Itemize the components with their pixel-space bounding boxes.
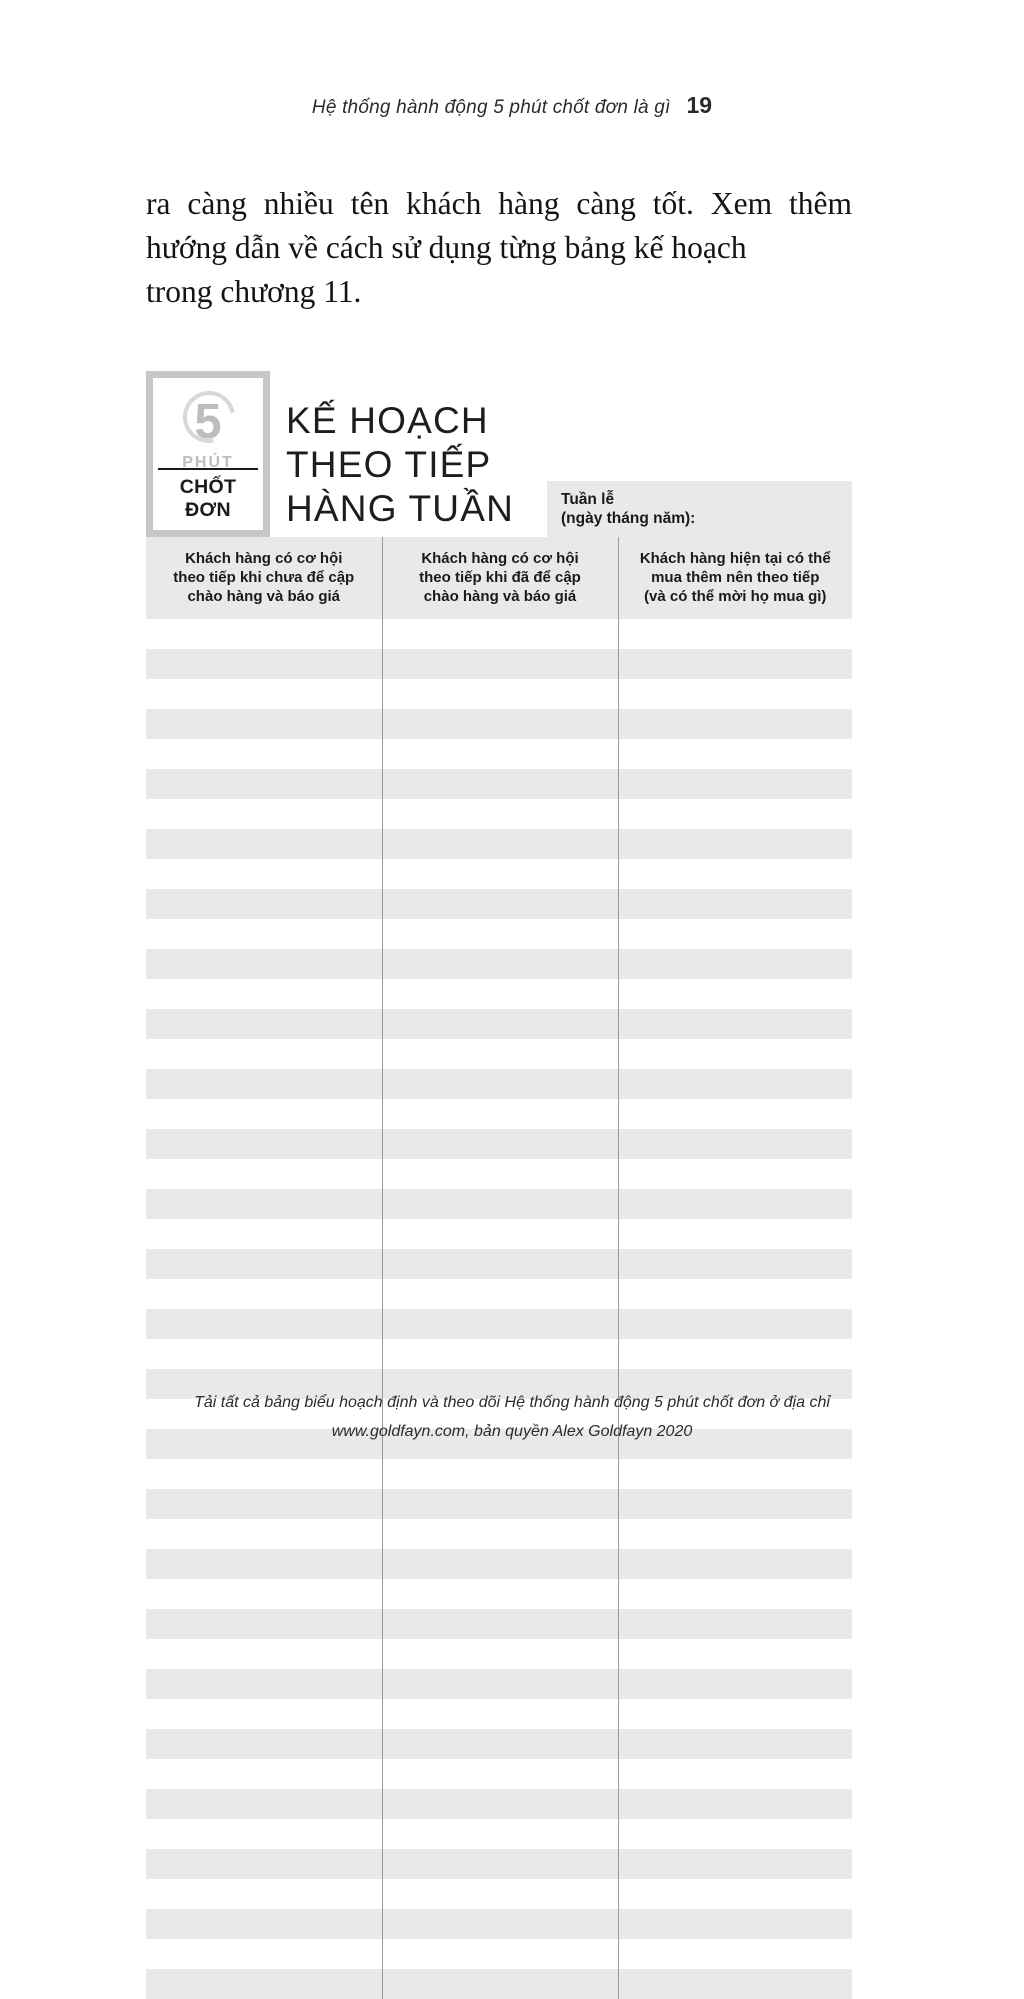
table-row-gap [146,1159,852,1189]
table-cell-gap [618,619,852,649]
table-cell[interactable] [146,1189,382,1219]
table-cell-gap [382,799,618,829]
table-row[interactable] [146,1849,852,1879]
table-cell-gap [146,1879,382,1909]
table-cell[interactable] [146,1909,382,1939]
running-head [0,92,1024,119]
table-cell[interactable] [618,1849,852,1879]
table-cell-gap [382,1459,618,1489]
table-cell-gap [146,1099,382,1129]
worksheet-title [286,399,514,531]
table-row-gap [146,1459,852,1489]
table-row-gap [146,1939,852,1969]
table-cell-gap [146,1939,382,1969]
table-cell[interactable] [382,1129,618,1159]
table-cell[interactable] [146,1069,382,1099]
table-cell[interactable] [146,889,382,919]
table-cell[interactable] [146,1249,382,1279]
table-cell-gap [382,1579,618,1609]
table-cell-gap [146,1339,382,1369]
worksheet [146,371,852,1999]
table-row-gap [146,1519,852,1549]
paragraph-line-2: hướng dẫn về cách sử dụng từng bảng kế hoạch [146,230,747,265]
table-row[interactable] [146,1549,852,1579]
table-cell[interactable] [146,1669,382,1699]
column-header-line-2: theo tiếp khi chưa để cập [173,569,355,586]
table-cell-gap [382,1699,618,1729]
table-cell-gap [382,1819,618,1849]
table-cell[interactable] [618,829,852,859]
table-cell[interactable] [146,769,382,799]
table-cell[interactable] [618,769,852,799]
table-cell[interactable] [382,709,618,739]
logo-number: 5 [194,395,222,449]
table-cell[interactable] [618,1489,852,1519]
table-row[interactable] [146,1129,852,1159]
table-cell[interactable] [382,889,618,919]
table-cell-gap [146,1519,382,1549]
table-cell[interactable] [382,1309,618,1339]
table-cell-gap [618,1339,852,1369]
table-cell-gap [146,619,382,649]
table-cell[interactable] [146,1729,382,1759]
column-header-line-3: chào hàng và báo giá [187,588,341,605]
table-cell-gap [146,1759,382,1789]
table-cell[interactable] [618,649,852,679]
table-row[interactable] [146,1969,852,1999]
table-cell[interactable] [382,829,618,859]
table-cell-gap [618,1639,852,1669]
table-row[interactable] [146,769,852,799]
table-row[interactable] [146,1069,852,1099]
table-cell[interactable] [146,1489,382,1519]
table-row[interactable] [146,1189,852,1219]
table-cell-gap [382,1159,618,1189]
table-cell-gap [618,859,852,889]
column-header-line-1: Khách hàng hiện tại có thể [639,550,831,567]
table-cell-gap [618,1459,852,1489]
table-cell[interactable] [618,1969,852,1999]
table-cell[interactable] [382,1789,618,1819]
table-row-gap [146,859,852,889]
table-cell-gap [146,979,382,1009]
table-cell-gap [146,679,382,709]
paragraph-line-3: trong chương 11. [146,274,362,309]
table-cell[interactable] [382,1249,618,1279]
paragraph-line-1: ra càng nhiều tên khách hàng càng tốt. Xem thêm [146,186,852,221]
table-cell[interactable] [382,1069,618,1099]
table-row-gap [146,1099,852,1129]
table-cell[interactable] [618,1069,852,1099]
table-cell-gap [146,739,382,769]
table-cell-gap [382,1759,618,1789]
table-row[interactable] [146,1609,852,1639]
table-cell[interactable] [382,1609,618,1639]
table-cell-gap [618,1939,852,1969]
table-cell-gap [618,1519,852,1549]
table-cell-gap [618,739,852,769]
table-cell-gap [382,1519,618,1549]
table-cell-gap [618,679,852,709]
table-row-gap [146,1579,852,1609]
table-cell-gap [382,1099,618,1129]
table-cell-gap [382,919,618,949]
table-cell[interactable] [146,1969,382,1999]
table-cell-gap [382,1939,618,1969]
table-cell[interactable] [618,1549,852,1579]
table-cell[interactable] [146,829,382,859]
table-cell-gap [618,1099,852,1129]
page-number: 19 [686,92,713,118]
table-row-gap [146,799,852,829]
table-row-gap [146,1039,852,1069]
column-header-line-3: (và có thể mời họ mua gì) [644,588,827,605]
column-header-line-1: Khách hàng có cơ hội [185,550,343,567]
table-cell-gap [146,1579,382,1609]
table-cell[interactable] [618,1189,852,1219]
table-cell[interactable] [618,1909,852,1939]
table-row[interactable] [146,889,852,919]
table-cell[interactable] [382,1969,618,1999]
table-row[interactable] [146,1909,852,1939]
column-header-quoted [382,537,618,619]
body-paragraph [146,182,852,314]
table-cell[interactable] [146,1309,382,1339]
table-cell-gap [382,739,618,769]
table-row[interactable] [146,1009,852,1039]
table-header-row [146,537,852,619]
table-cell-gap [382,1279,618,1309]
table-row-gap [146,1759,852,1789]
table-cell-gap [146,1639,382,1669]
table-cell[interactable] [382,1729,618,1759]
table-row[interactable] [146,949,852,979]
column-header-no-quote [146,537,382,619]
table-cell[interactable] [382,1009,618,1039]
table-cell[interactable] [618,709,852,739]
column-header-line-2: theo tiếp khi đã để cập [419,569,581,586]
table-row[interactable] [146,1669,852,1699]
table-cell-gap [146,1279,382,1309]
brand-logo [146,371,270,537]
table-cell[interactable] [618,949,852,979]
table-cell-gap [618,1879,852,1909]
table-row-gap [146,679,852,709]
table-row-gap [146,1819,852,1849]
table-cell-gap [146,1159,382,1189]
table-cell-gap [618,1579,852,1609]
table-cell[interactable] [618,1789,852,1819]
table-cell-gap [382,679,618,709]
table-row-gap [146,1219,852,1249]
table-cell[interactable] [618,1729,852,1759]
table-row-gap [146,1279,852,1309]
table-cell-gap [146,1699,382,1729]
week-field[interactable] [547,481,852,537]
table-cell-gap [382,1879,618,1909]
table-row-gap [146,919,852,949]
worksheet-title-line-2: THEO TIẾP [286,444,492,485]
column-header-line-2: mua thêm nên theo tiếp [651,569,820,586]
column-header-existing-customers [618,537,852,619]
table-cell-gap [146,799,382,829]
table-cell-gap [618,799,852,829]
table-cell-gap [382,859,618,889]
table-cell-gap [618,1039,852,1069]
table-row-gap [146,979,852,1009]
table-cell[interactable] [382,1909,618,1939]
table-cell[interactable] [382,1189,618,1219]
table-row[interactable] [146,829,852,859]
logo-minute-label: PHÚT [182,454,234,471]
table-cell[interactable] [146,1009,382,1039]
table-cell-gap [146,1459,382,1489]
table-cell-gap [146,859,382,889]
table-cell[interactable] [382,769,618,799]
table-cell[interactable] [382,1549,618,1579]
followup-table [146,537,852,1999]
table-cell[interactable] [618,1669,852,1699]
table-cell-gap [618,1699,852,1729]
table-cell[interactable] [382,1849,618,1879]
column-header-line-1: Khách hàng có cơ hội [421,550,579,567]
table-cell-gap [618,1759,852,1789]
table-cell-gap [382,1339,618,1369]
table-row-gap [146,1699,852,1729]
table-row[interactable] [146,1309,852,1339]
table-cell[interactable] [618,1009,852,1039]
table-cell-gap [618,1279,852,1309]
table-row[interactable] [146,1729,852,1759]
table-cell-gap [618,1219,852,1249]
column-header-line-3: chào hàng và báo giá [423,588,577,605]
table-cell[interactable] [146,1549,382,1579]
running-head-title: Hệ thống hành động 5 phút chốt đơn là gì [311,97,671,118]
table-row-gap [146,739,852,769]
table-cell-gap [382,1639,618,1669]
table-cell[interactable] [146,1849,382,1879]
table-cell[interactable] [618,1249,852,1279]
table-cell[interactable] [146,949,382,979]
table-cell[interactable] [146,649,382,679]
table-cell-gap [618,979,852,1009]
table-row[interactable] [146,1789,852,1819]
table-cell[interactable] [618,889,852,919]
table-cell[interactable] [146,1609,382,1639]
worksheet-title-line-3: HÀNG TUẦN [286,488,515,529]
table-cell-gap [146,1219,382,1249]
footer-line-2: www.goldfayn.com, bản quyền Alex Goldfayn 2020 [331,1423,693,1440]
table-row-gap [146,1879,852,1909]
table-cell[interactable] [382,649,618,679]
table-cell[interactable] [146,1129,382,1159]
table-cell-gap [618,919,852,949]
table-row-gap [146,1639,852,1669]
table-row[interactable] [146,1489,852,1519]
table-cell-gap [146,1039,382,1069]
table-cell-gap [382,979,618,1009]
table-row[interactable] [146,709,852,739]
table-cell-gap [146,1819,382,1849]
table-cell-gap [382,1219,618,1249]
table-cell[interactable] [382,1489,618,1519]
table-cell[interactable] [146,709,382,739]
table-row[interactable] [146,1249,852,1279]
logo-brand-label: CHỐT ĐƠN [158,468,258,522]
table-cell[interactable] [618,1309,852,1339]
worksheet-footer [0,1388,1024,1446]
table-cell-gap [146,919,382,949]
table-body [146,619,852,1999]
table-cell[interactable] [618,1609,852,1639]
table-row[interactable] [146,649,852,679]
week-field-label-line-2: (ngày tháng năm): [561,510,696,527]
worksheet-title-line-1: KẾ HOẠCH [286,400,489,441]
table-cell[interactable] [618,1129,852,1159]
table-cell[interactable] [382,1669,618,1699]
table-cell[interactable] [146,1789,382,1819]
table-cell[interactable] [382,949,618,979]
table-cell-gap [382,1039,618,1069]
table-cell-gap [382,619,618,649]
brand-logo-inner [153,378,263,530]
table-cell-gap [618,1819,852,1849]
table-row-gap [146,1339,852,1369]
week-field-label-line-1: Tuần lễ [561,491,615,508]
table-cell-gap [618,1159,852,1189]
table-row-gap [146,619,852,649]
footer-line-1: Tải tất cả bảng biểu hoạch định và theo dõi Hệ thống hành động 5 phút chốt đơn ở địa chỉ [194,1394,830,1411]
worksheet-header [146,371,852,537]
